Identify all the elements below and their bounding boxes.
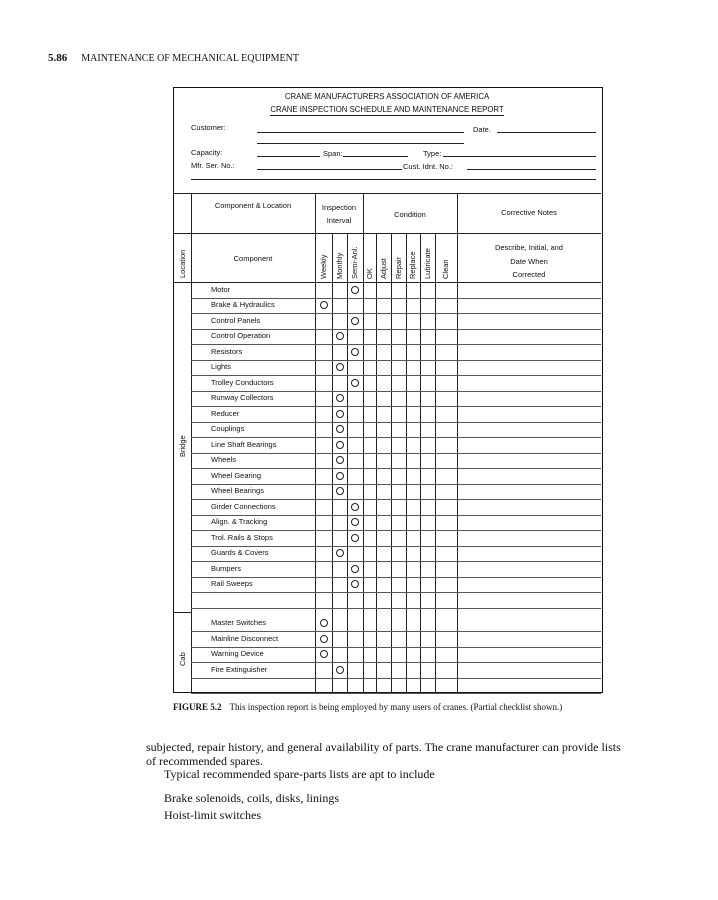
interval-marker-icon[interactable]: [351, 534, 359, 542]
list-item: Brake solenoids, coils, disks, linings: [164, 791, 339, 805]
row-rule: [191, 608, 601, 609]
figure-label: FIGURE 5.2: [173, 702, 222, 712]
row-rule: [191, 546, 601, 547]
row-rule: [191, 530, 601, 531]
component-location-header: Component & Location: [214, 201, 292, 210]
interval-marker-icon[interactable]: [351, 379, 359, 387]
row-rule: [191, 592, 601, 593]
row-rule: [191, 391, 601, 392]
mfr-ser-no-label: Mfr. Ser. No.:: [191, 161, 235, 170]
component-label: Motor: [211, 284, 231, 294]
component-label: Line Shaft Bearings: [211, 439, 277, 449]
row-rule: [191, 647, 601, 648]
corrective-notes-instructions: Describe, Initial, and Date When Corrected: [495, 243, 563, 279]
component-label: Mainline Disconnect: [211, 633, 279, 643]
interval-marker-icon[interactable]: [336, 394, 344, 402]
condition-header: Condition: [394, 210, 426, 219]
location-cab: Cab: [178, 652, 187, 667]
interval-marker-icon[interactable]: [351, 503, 359, 511]
interval-marker-icon[interactable]: [320, 635, 328, 643]
column-header-lubricate: Lubricate: [422, 248, 432, 279]
component-label: Resistors: [211, 346, 243, 356]
interval-marker-icon[interactable]: [351, 317, 359, 325]
customer-field-line-2[interactable]: [257, 143, 464, 144]
component-label: Master Switches: [211, 618, 267, 628]
location-bridge: Bridge: [178, 435, 187, 457]
capacity-label: Capacity:: [191, 148, 223, 157]
cust-idnt-no-label: Cust. Idnt. No.:: [403, 162, 454, 171]
inspection-interval-header: Inspection Interval: [321, 203, 357, 225]
span-label: Span:: [323, 149, 343, 158]
component-label: Trol. Rails & Stops: [211, 532, 273, 542]
row-rule: [191, 499, 601, 500]
component-label: Wheels: [211, 455, 237, 465]
component-label: Fire Extinguisher: [211, 664, 268, 674]
column-line: [363, 233, 364, 692]
interval-marker-icon[interactable]: [336, 456, 344, 464]
capacity-field[interactable]: [257, 156, 320, 157]
column-header-ok: OK: [364, 268, 374, 279]
row-rule: [191, 313, 601, 314]
date-field[interactable]: [497, 132, 596, 133]
column-header-semi-anl: Semi-Anl.: [350, 246, 359, 279]
column-header-clean: Clean: [441, 259, 450, 279]
interval-marker-icon[interactable]: [336, 472, 344, 480]
type-field[interactable]: [443, 156, 596, 157]
customer-field[interactable]: [257, 132, 464, 133]
row-rule: [191, 678, 601, 679]
column-header-repair: Repair: [393, 256, 403, 279]
type-label: Type:: [423, 149, 442, 158]
row-rule: [191, 360, 601, 361]
page-number: 5.86: [48, 52, 68, 64]
corrective-notes-header: Corrective Notes: [501, 208, 557, 217]
row-rule: [191, 329, 601, 330]
component-label: Reducer: [211, 408, 240, 418]
row-rule: [191, 561, 601, 562]
component-label: Wheel Gearing: [211, 470, 262, 480]
component-label: Couplings: [211, 424, 245, 434]
component-label: Control Panels: [211, 315, 261, 325]
section-title: MAINTENANCE OF MECHANICAL EQUIPMENT: [81, 53, 299, 64]
interval-marker-icon[interactable]: [320, 301, 328, 309]
component-label: Control Operation: [211, 331, 271, 341]
row-rule: [191, 484, 601, 485]
figure-caption: [173, 702, 562, 712]
customer-label: Customer:: [191, 123, 226, 132]
body-paragraph: Typical recommended spare-parts lists are apt to include: [164, 767, 435, 781]
column-line: [435, 233, 436, 692]
column-header-replace: Replace: [408, 251, 417, 279]
row-rule: [191, 662, 601, 663]
header-top-rule: [174, 193, 601, 194]
row-rule: [191, 631, 601, 632]
interval-marker-icon[interactable]: [336, 487, 344, 495]
row-rule: [191, 422, 601, 423]
column-header-adjust: Adjust: [378, 258, 388, 279]
component-label: Rail Sweeps: [211, 579, 253, 589]
interval-marker-icon[interactable]: [351, 348, 359, 356]
body-line-2: of recommended spares.: [146, 754, 263, 768]
inspection-form: [173, 87, 603, 693]
interval-marker-icon[interactable]: [336, 441, 344, 449]
mfr-ser-no-field[interactable]: [257, 169, 402, 170]
list-item: Hoist-limit switches: [164, 808, 261, 822]
header-mid-rule: [174, 233, 601, 234]
interval-marker-icon[interactable]: [336, 332, 344, 340]
component-label: Brake & Hydraulics: [211, 300, 275, 310]
interval-marker-icon[interactable]: [351, 518, 359, 526]
body-line-1: subjected, repair history, and general availability of parts. The crane manufacturer can provide lists: [146, 740, 621, 754]
interval-marker-icon[interactable]: [351, 286, 359, 294]
component-label: Align. & Tracking: [211, 517, 268, 527]
column-header-weekly: Weekly: [318, 254, 328, 279]
column-line: [406, 233, 407, 692]
interval-marker-icon[interactable]: [336, 666, 344, 674]
row-rule: [191, 344, 601, 345]
interval-marker-icon[interactable]: [336, 549, 344, 557]
form-title: CRANE INSPECTION SCHEDULE AND MAINTENANCE REPORT: [270, 105, 504, 114]
row-rule: [191, 577, 601, 578]
component-divider: [315, 193, 316, 692]
component-label: Bumpers: [211, 563, 242, 573]
row-rule: [191, 693, 601, 694]
component-label: Trolley Conductors: [211, 377, 274, 387]
running-head: [48, 52, 299, 64]
group-separator: [174, 612, 191, 613]
interval-marker-icon[interactable]: [336, 363, 344, 371]
caption-text: This inspection report is being employed by many users of cranes. (Partial checklist shown.): [229, 702, 563, 712]
interval-marker-icon[interactable]: [336, 410, 344, 418]
row-rule: [191, 375, 601, 376]
column-line: [376, 233, 377, 692]
column-line: [420, 233, 421, 692]
blank-field-line[interactable]: [191, 179, 596, 180]
row-rule: [191, 468, 601, 469]
row-rule: [191, 437, 601, 438]
component-label: Runway Collectors: [211, 393, 274, 403]
location-column-header: Location: [178, 249, 187, 278]
column-line: [332, 233, 333, 692]
header-bottom-rule: [174, 282, 601, 283]
form-org: CRANE MANUFACTURERS ASSOCIATION OF AMERICA: [284, 92, 490, 101]
column-line: [347, 233, 348, 692]
span-field[interactable]: [343, 156, 408, 157]
location-divider: [191, 193, 192, 692]
component-label: Girder Connections: [211, 501, 276, 511]
column-line: [391, 233, 392, 692]
column-header-monthly: Monthly: [334, 252, 344, 279]
row-rule: [191, 515, 601, 516]
cust-idnt-no-field[interactable]: [467, 169, 596, 170]
component-label: Warning Device: [211, 649, 264, 659]
component-column-header: Component: [233, 254, 273, 263]
interval-marker-icon[interactable]: [351, 580, 359, 588]
row-rule: [191, 453, 601, 454]
interval-marker-icon[interactable]: [336, 425, 344, 433]
component-label: Wheel Bearings: [211, 486, 264, 496]
row-rule: [191, 298, 601, 299]
date-label: Date.: [473, 125, 491, 134]
interval-marker-icon[interactable]: [351, 565, 359, 573]
interval-marker-icon[interactable]: [320, 650, 328, 658]
row-rule: [191, 406, 601, 407]
component-label: Guards & Covers: [211, 548, 269, 558]
component-label: Lights: [211, 362, 232, 372]
interval-marker-icon[interactable]: [320, 619, 328, 627]
